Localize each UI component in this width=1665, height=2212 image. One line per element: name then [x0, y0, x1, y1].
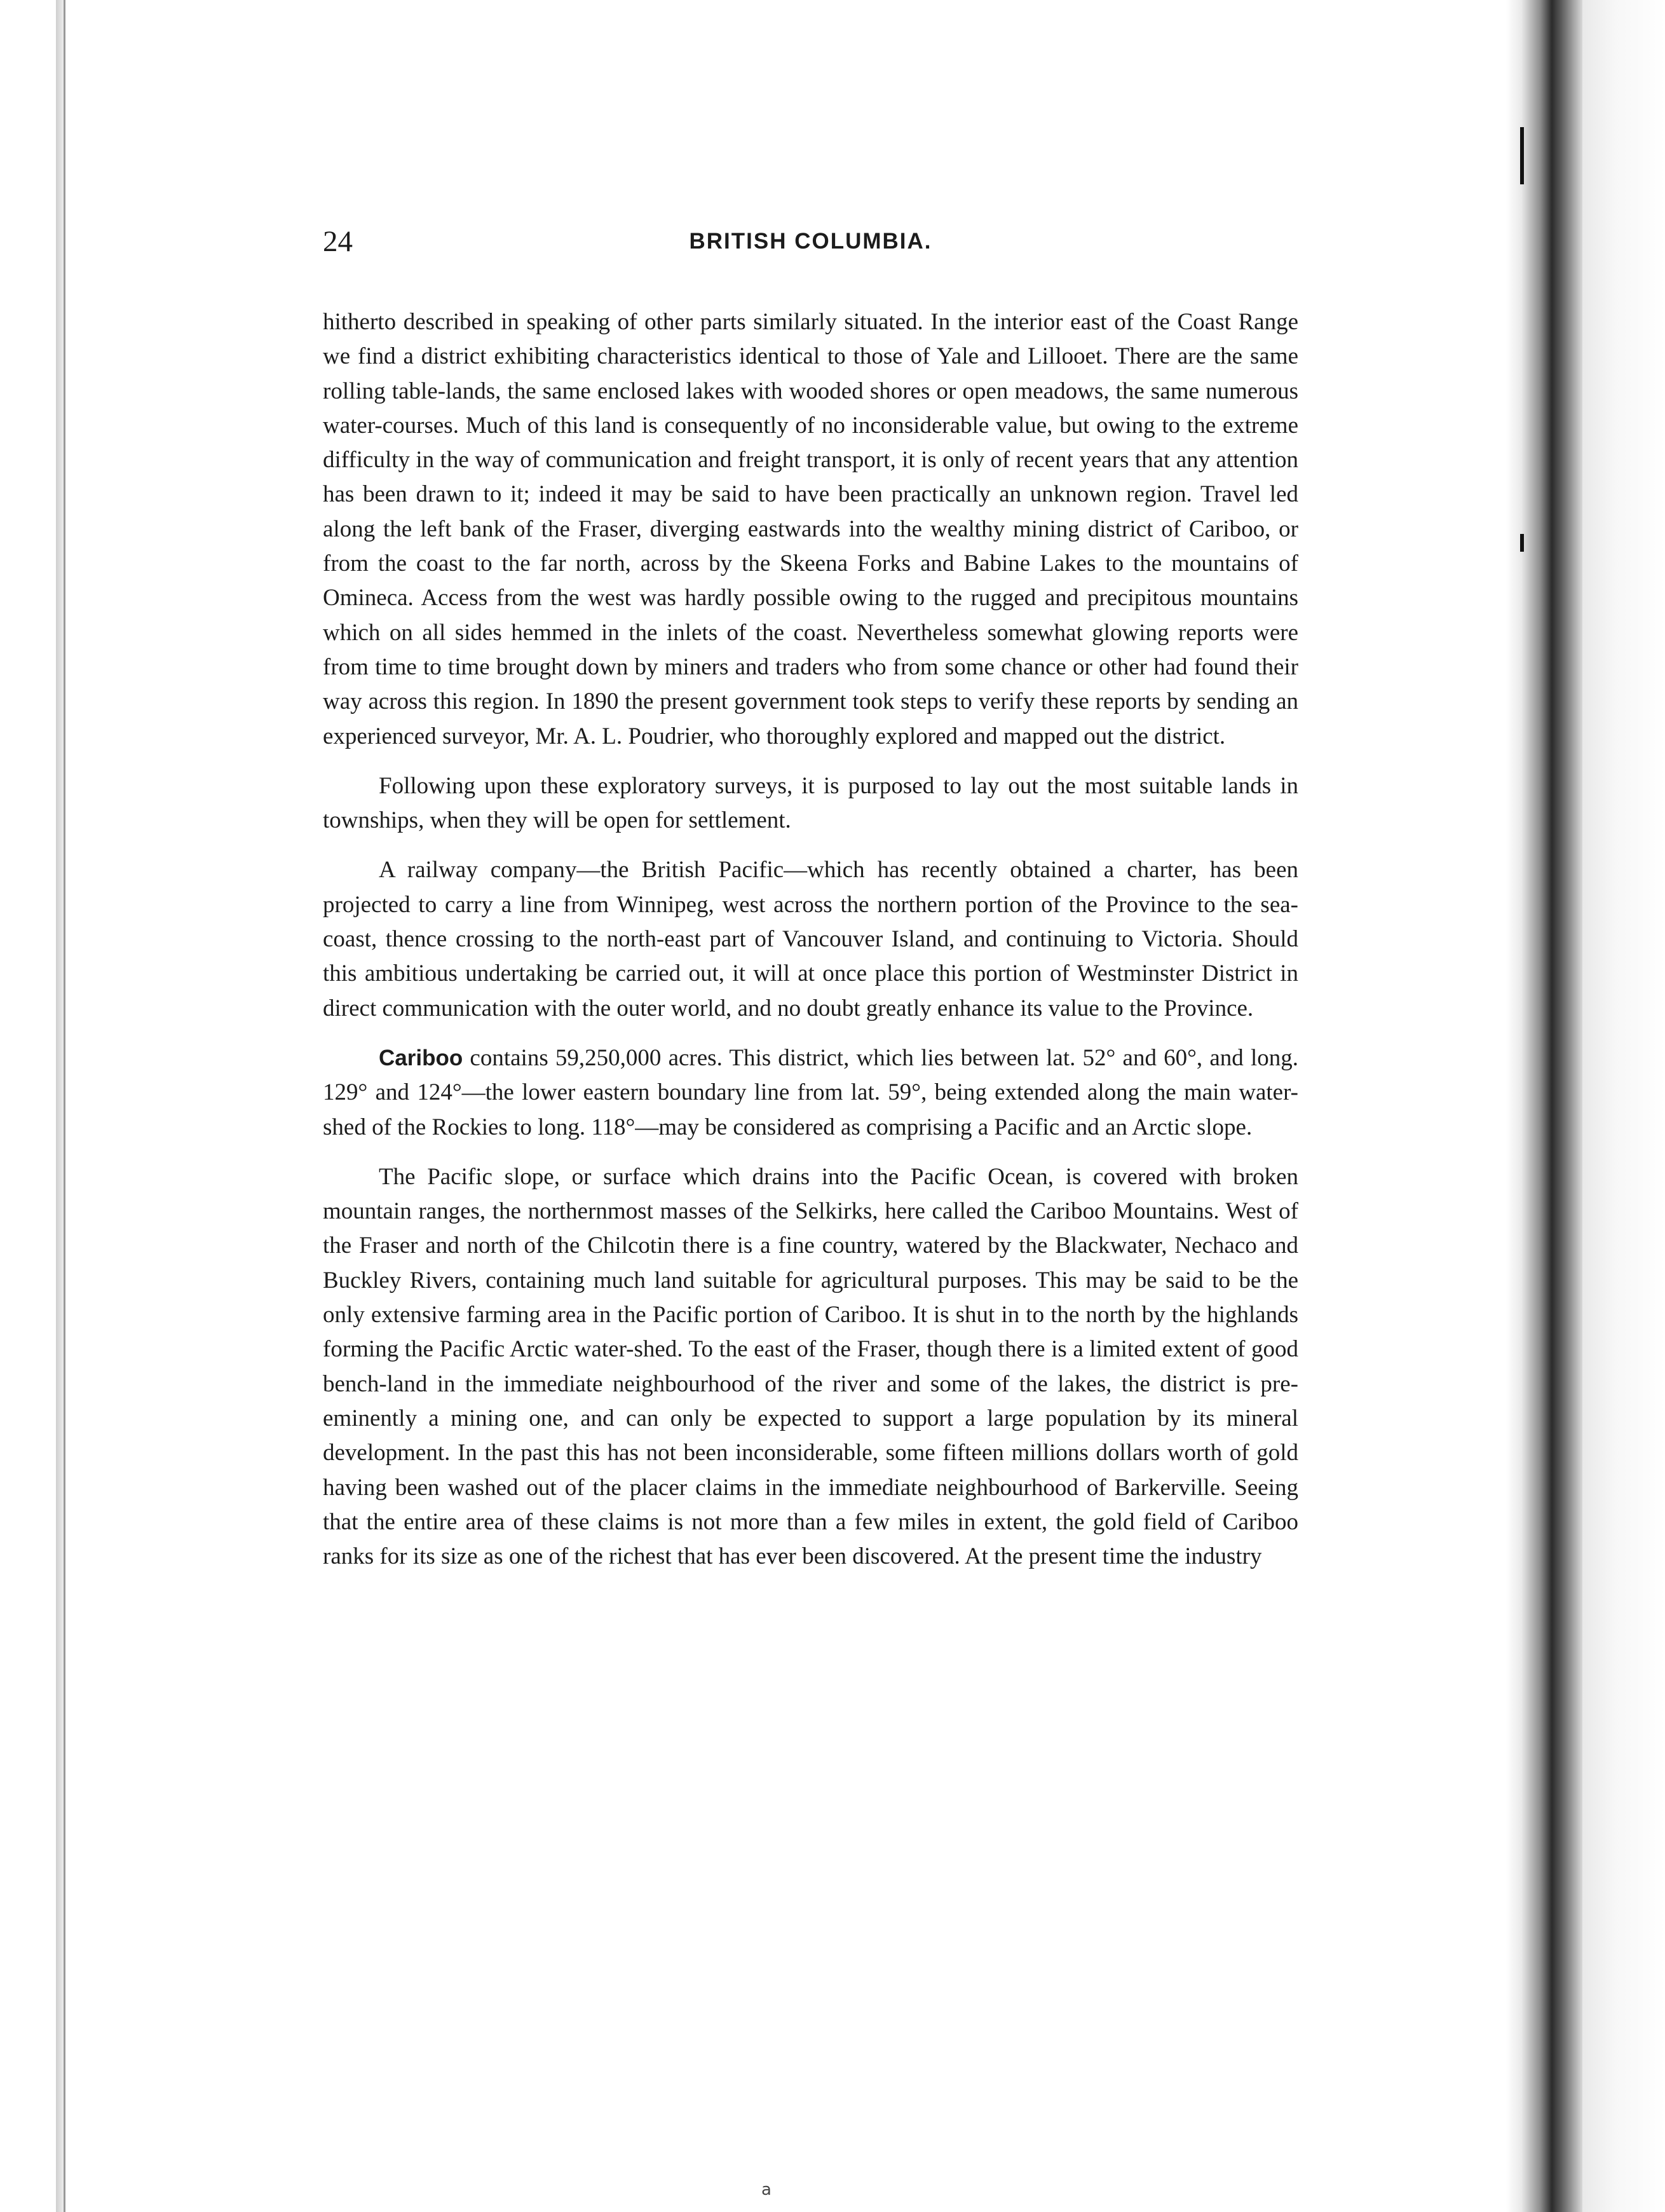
book-page	[323, 222, 1298, 1589]
binding-mark	[1520, 534, 1524, 552]
page-number: 24	[323, 225, 353, 258]
paragraph	[323, 853, 1298, 1025]
footer-mark: a	[761, 2180, 771, 2199]
binding-mark	[1520, 127, 1524, 184]
paragraph-text: contains 59,250,000 acres. This district, which lies between lat. 52° and 60°, and long. 129° and 124°—the lower eastern boundary line from lat. 59°, being extended along the main water-shed of the Rockies to long. 118°—may be considered as comprising a Pacific and an Arctic slope.	[323, 1044, 1298, 1140]
paragraph	[323, 1160, 1298, 1574]
running-title: BRITISH COLUMBIA.	[689, 229, 932, 254]
paragraph-text: hitherto described in speaking of other parts similarly situated. In the interior east of the Coast Range we find a district exhibiting characteristics identical to those of Yale and Lillooet. There are the same rolling table-lands, the same enclosed lakes with wooded shores or open meadows, the same numerous water-courses. Much of this land is consequently of no inconsiderable value, but owing to the extreme difficulty in the way of communication and freight transport, it is only of recent years that any attention has been drawn to it; indeed it may be said to have been practically an unknown region. Travel led along the left bank of the Fraser, diverging eastwards into the wealthy mining district of Cariboo, or from the coast to the far north, across by the Skeena Forks and Babine Lakes to the mountains of Omineca. Access from the west was hardly possible owing to the rugged and precipitous mountains which on all sides hemmed in the inlets of the coast. Nevertheless somewhat glowing reports were from time to time brought down by miners and traders who from some chance or other had found their way across this region. In 1890 the present government took steps to verify these reports by sending an experienced surveyor, Mr. A. L. Poudrier, who thoroughly explored and mapped out the district.	[323, 309, 1298, 749]
paragraph	[323, 305, 1298, 754]
running-head	[323, 222, 1298, 261]
section-lead: Cariboo	[379, 1045, 463, 1070]
paragraph-text: Following upon these exploratory surveys, it is purposed to lay out the most suitable lands in townships, when they will be open for settlement.	[323, 772, 1298, 834]
paragraph-text: A railway company—the British Pacific—which has recently obtained a charter, has been projected to carry a line from Winnipeg, west across the northern portion of the Province to the sea-coast, thence crossing to the north-east part of Vancouver Island, and continuing to Victoria. Should this ambitious undertaking be carried out, it will at once place this portion of Westminster District in direct communication with the outer world, and no doubt greatly enhance its value to the Province.	[323, 857, 1298, 1021]
paragraph-text: The Pacific slope, or surface which drains into the Pacific Ocean, is covered with broken mountain ranges, the northernmost masses of the Selkirks, here called the Cariboo Mountains. West of the Fraser and north of the Chilcotin there is a fine country, watered by the Blackwater, Nechaco and Buckley Rivers, containing much land suitable for agricultural purposes. This may be said to be the only extensive farming area in the Pacific portion of Cariboo. It is shut in to the north by the highlands forming the Pacific Arctic water-shed. To the east of the Fraser, though there is a limited extent of good bench-land in the immediate neighbourhood of the river and some of the lakes, the district is pre-eminently a mining one, and can only be expected to support a large population by its mineral development. In the past this has not been inconsiderable, some fifteen millions dollars worth of gold having been washed out of the placer claims in the immediate neighbourhood of Barkerville. Seeing that the entire area of these claims is not more than a few miles in extent, the gold field of Cariboo ranks for its size as one of the richest that has ever been discovered. At the present time the industry	[323, 1163, 1298, 1570]
book-binding-shadow	[1506, 0, 1582, 2212]
left-edge-line	[64, 0, 65, 2212]
facing-page-edge	[1582, 0, 1665, 2212]
paragraph	[323, 1041, 1298, 1145]
paragraph	[323, 769, 1298, 838]
